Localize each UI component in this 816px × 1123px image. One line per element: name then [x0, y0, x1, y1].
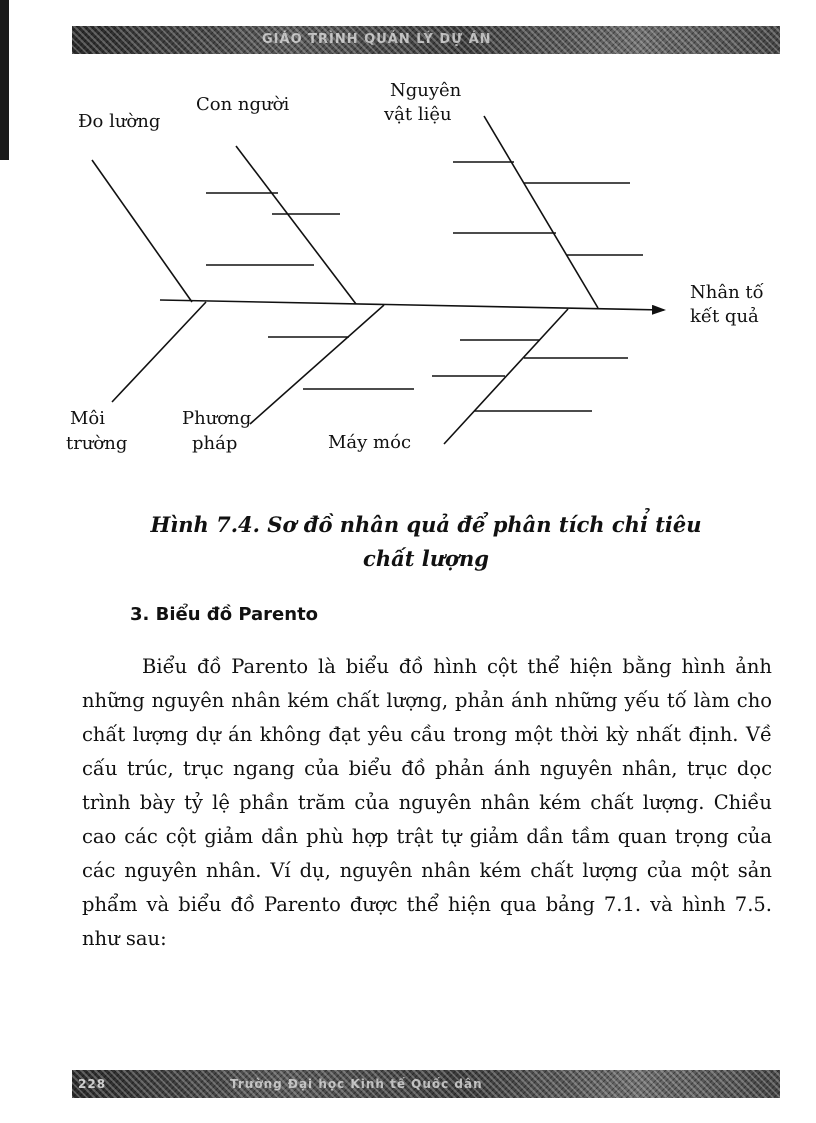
label-machines: Máy móc — [328, 432, 412, 453]
bone-measurement — [92, 160, 192, 302]
label-method-2: pháp — [192, 433, 238, 454]
label-materials-2: vật liệu — [384, 104, 452, 125]
fishbone-diagram — [0, 0, 816, 480]
bone-materials — [484, 116, 598, 308]
footer-band-text: Trường Đại học Kinh tế Quốc dân — [230, 1077, 483, 1091]
bone-method — [250, 305, 384, 424]
label-materials-1: Nguyên — [390, 80, 462, 101]
label-effect-2: kết quả — [690, 306, 759, 327]
caption-line-1: Hình 7.4. Sơ đồ nhân quả để phân tích chỉ tiêu — [150, 512, 702, 537]
label-method-1: Phương — [182, 408, 252, 429]
label-people: Con người — [196, 94, 290, 115]
footer-band — [72, 1070, 780, 1098]
bone-environment — [112, 302, 206, 402]
figure-caption — [72, 508, 780, 576]
body-paragraph: Biểu đồ Parento là biểu đồ hình cột thể hiện bằng hình ảnh những nguyên nhân kém chất lượng, phản ánh những yếu tố làm cho chất lượng dự án không đạt yêu cầu trong một thời kỳ nhất định. Về cấu trúc, trục ngang của biểu đồ phản ánh nguyên nhân, trục dọc trình bày tỷ lệ phần trăm của nguyên nhân kém chất lượng. Chiều cao các cột giảm dần phù hợp trật tự giảm dần tầm quan trọng của các nguyên nhân. Ví dụ, nguyên nhân kém chất lượng của một sản phẩm và biểu đồ Parento được thể hiện qua bảng 7.1. và hình 7.5. như sau: — [82, 655, 772, 950]
page-number: 228 — [78, 1077, 107, 1091]
label-measurement: Đo lường — [78, 111, 161, 132]
caption-line-2: chất lượng — [363, 546, 489, 571]
section-heading: 3. Biểu đồ Parento — [130, 604, 319, 625]
label-effect-1: Nhân tố — [690, 282, 764, 303]
label-environment-1: Môi — [70, 408, 106, 429]
header-band-text: GIÁO TRÌNH QUẢN LÝ DỰ ÁN — [262, 32, 492, 47]
label-environment-2: trường — [66, 433, 128, 454]
spine-line — [160, 300, 664, 310]
bone-people — [236, 146, 356, 304]
